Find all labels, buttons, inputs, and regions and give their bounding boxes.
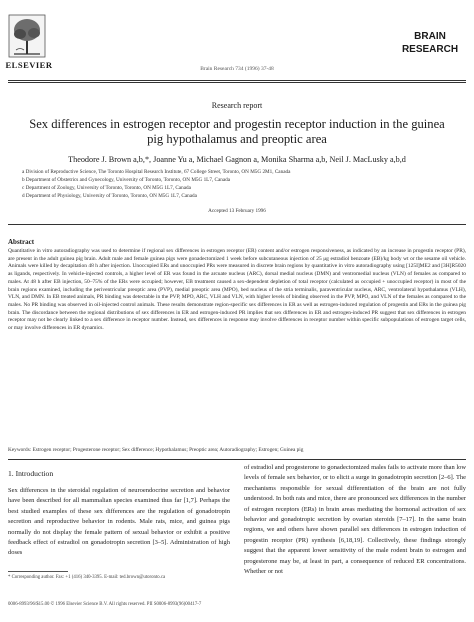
- affiliation: c Department of Zoology, University of Toronto, Toronto, ON M5G 1L7, Canada: [22, 185, 191, 191]
- elsevier-tree-logo: [8, 14, 46, 58]
- journal-name-line1: BRAIN: [414, 31, 446, 42]
- affiliation: b Department of Obstetrics and Gynecology, University of Toronto, Toronto, ON M5G 1L7, Canada: [22, 177, 231, 183]
- journal-logo: [390, 30, 470, 56]
- header-rule-top: [8, 80, 466, 81]
- author-list: Theodore J. Brown a,b,*, Joanne Yu a, Michael Gagnon a, Monika Sharma a,b, Neil J. MacLusky a,b,d: [68, 155, 406, 164]
- intro-left-column: Sex differences in the steroidal regulation of neuroendocrine secretion and behavior have been described for all mammalian species examined thus far [1,7]. Perhaps the best studied examples of these sex differences are the regulation of gonadotropin secretion and reproductive behavior in rodents. Male rats, mice, and guinea pigs normally do not display the female pattern of sexual behavior or exhibit a positive feedback effect of estradiol on gonadotropin secretion [3–5]. Administration of high doses: [8, 487, 230, 557]
- article-title: Sex differences in estrogen receptor and progestin receptor induction in the guinea pig hypothalamus and preoptic area: [29, 117, 445, 146]
- intro-right-column: of estradiol and progesterone to gonadectomized males fails to activate more than low levels of female sex behavior, or to elicit a surge in gonadotropin secretion [2–6]. The mechanisms responsible for sexual differentiation of the brain are not fully understood. In both rats and mice, there are pronounced sex differences in the number of estrogen receptors (ERs) in brain areas mediating the hormonal activation of sex behavior and gonadotropic secretion by ovarian steroids [7–17]. In the same brain regions, we and others have shown parallel sex differences in estrogen induction of progestin receptor (PR) synthesis [6,18,19]. Collectively, these findings strongly suggest that the apparent lower sensitivity of the male rodent brain to estrogen and progesterone may be, at least in part, a consequence of reduced ER concentrations. Whether or not: [244, 464, 466, 576]
- journal-name-line2: RESEARCH: [401, 44, 459, 55]
- received-date: Accepted 13 February 1996: [208, 208, 266, 214]
- abstract-body: Quantitative in vitro autoradiography was used to determine if regional sex differences in estrogen receptor (ER) content and/or estrogen responsiveness, as indicated by an increase in progestin receptor (PR), are present in the adult guinea pig brain. Adult male and female guinea pigs were gonadectomized 1 week before subcutaneous injection of 25 μg estradiol benzoate (EB)/kg body wt or the sesame oil vehicle. Animals were killed by decapitation 48 h after injection. Unoccupied ERs and unoccupied PRs were measured in discrete brain regions by quantitative in vitro autoradiography using [125I]ME2 and [3H]R5020 as ligands, respectively. In vehicle-injected controls, a higher level of ER was found in the arcuate nucleus (ARC), dorsal medial nucleus (DMN) and ventromedial nucleus (VLN) of females as compared to males. At 48 h after EB injection, 50–75% of the ERs were occupied; however, EB treatment caused a sex-dependent depletion of total receptor (calculated as occupied + unoccupied receptor) in most of the brain regions examined, including the periventricular preoptic area (PVP), medial preoptic area (MPO), bed nucleus of the stria terminalis, paraventricular nucleus, ARC, ventrolateral hypothalamus (VLH), VLN, and DMN. In EB treated animals, PR binding was detectable in the PVP, MPO, ARC, VLH and VLN, with higher levels of binding observed in the PVP, MPO, and VLN of the females as compared to the males. No PR binding was observed in oil-injected control animals. These results demonstrate region-specific sex differences in ER as well as estrogen-induced regulation of progestin and ERs in the guinea pig brain. The discordance between the regional distributions of sex differences in ER and estrogen-induced PR implies that sex differences in ER and estrogen-induced PR suggest that sex differences in estrogen receptor may not be clearly linked to a sex difference in receptor number. Instead, sex differences in response may involve differences in receptor number within specific subpopulations of estrogen target cells, or may involve differences in ER dynamics.: [8, 248, 466, 332]
- section-heading: 1. Introduction: [8, 469, 54, 478]
- header-rule-bottom: [8, 82, 466, 83]
- affiliation: a Division of Reproductive Science, The Toronto Hospital Research Institute, 67 College Street, Toronto, ON M5G 2M1, Canada: [22, 169, 291, 175]
- copyright-footer: 0006-8993/96/$15.00 © 1996 Elsevier Science B.V. All rights reserved. PII S0006-8993(96)00417-7: [8, 602, 202, 607]
- abstract-heading: Abstract: [8, 238, 35, 246]
- publisher-name: ELSEVIER: [5, 60, 53, 70]
- article-type: Research report: [211, 101, 263, 110]
- footnote-rule: [8, 571, 68, 572]
- abstract-rule-bottom: [8, 459, 466, 460]
- journal-citation: Brain Research 734 (1996) 37-48: [200, 66, 274, 72]
- keywords: Keywords: Estrogen receptor; Progesterone receptor; Sex difference; Hypothalamus; Preoptic area; Autoradiography; Estrogen; Guinea pig: [8, 447, 304, 453]
- abstract-rule-top: [8, 224, 466, 225]
- affiliation: d Department of Physiology, University of Toronto, Toronto, ON M5G 1L7, Canada: [22, 193, 197, 199]
- corresponding-author-footnote: * Corresponding author. Fax: +1 (416) 340-3395. E-mail: ted.brown@utoronto.ca: [8, 575, 166, 580]
